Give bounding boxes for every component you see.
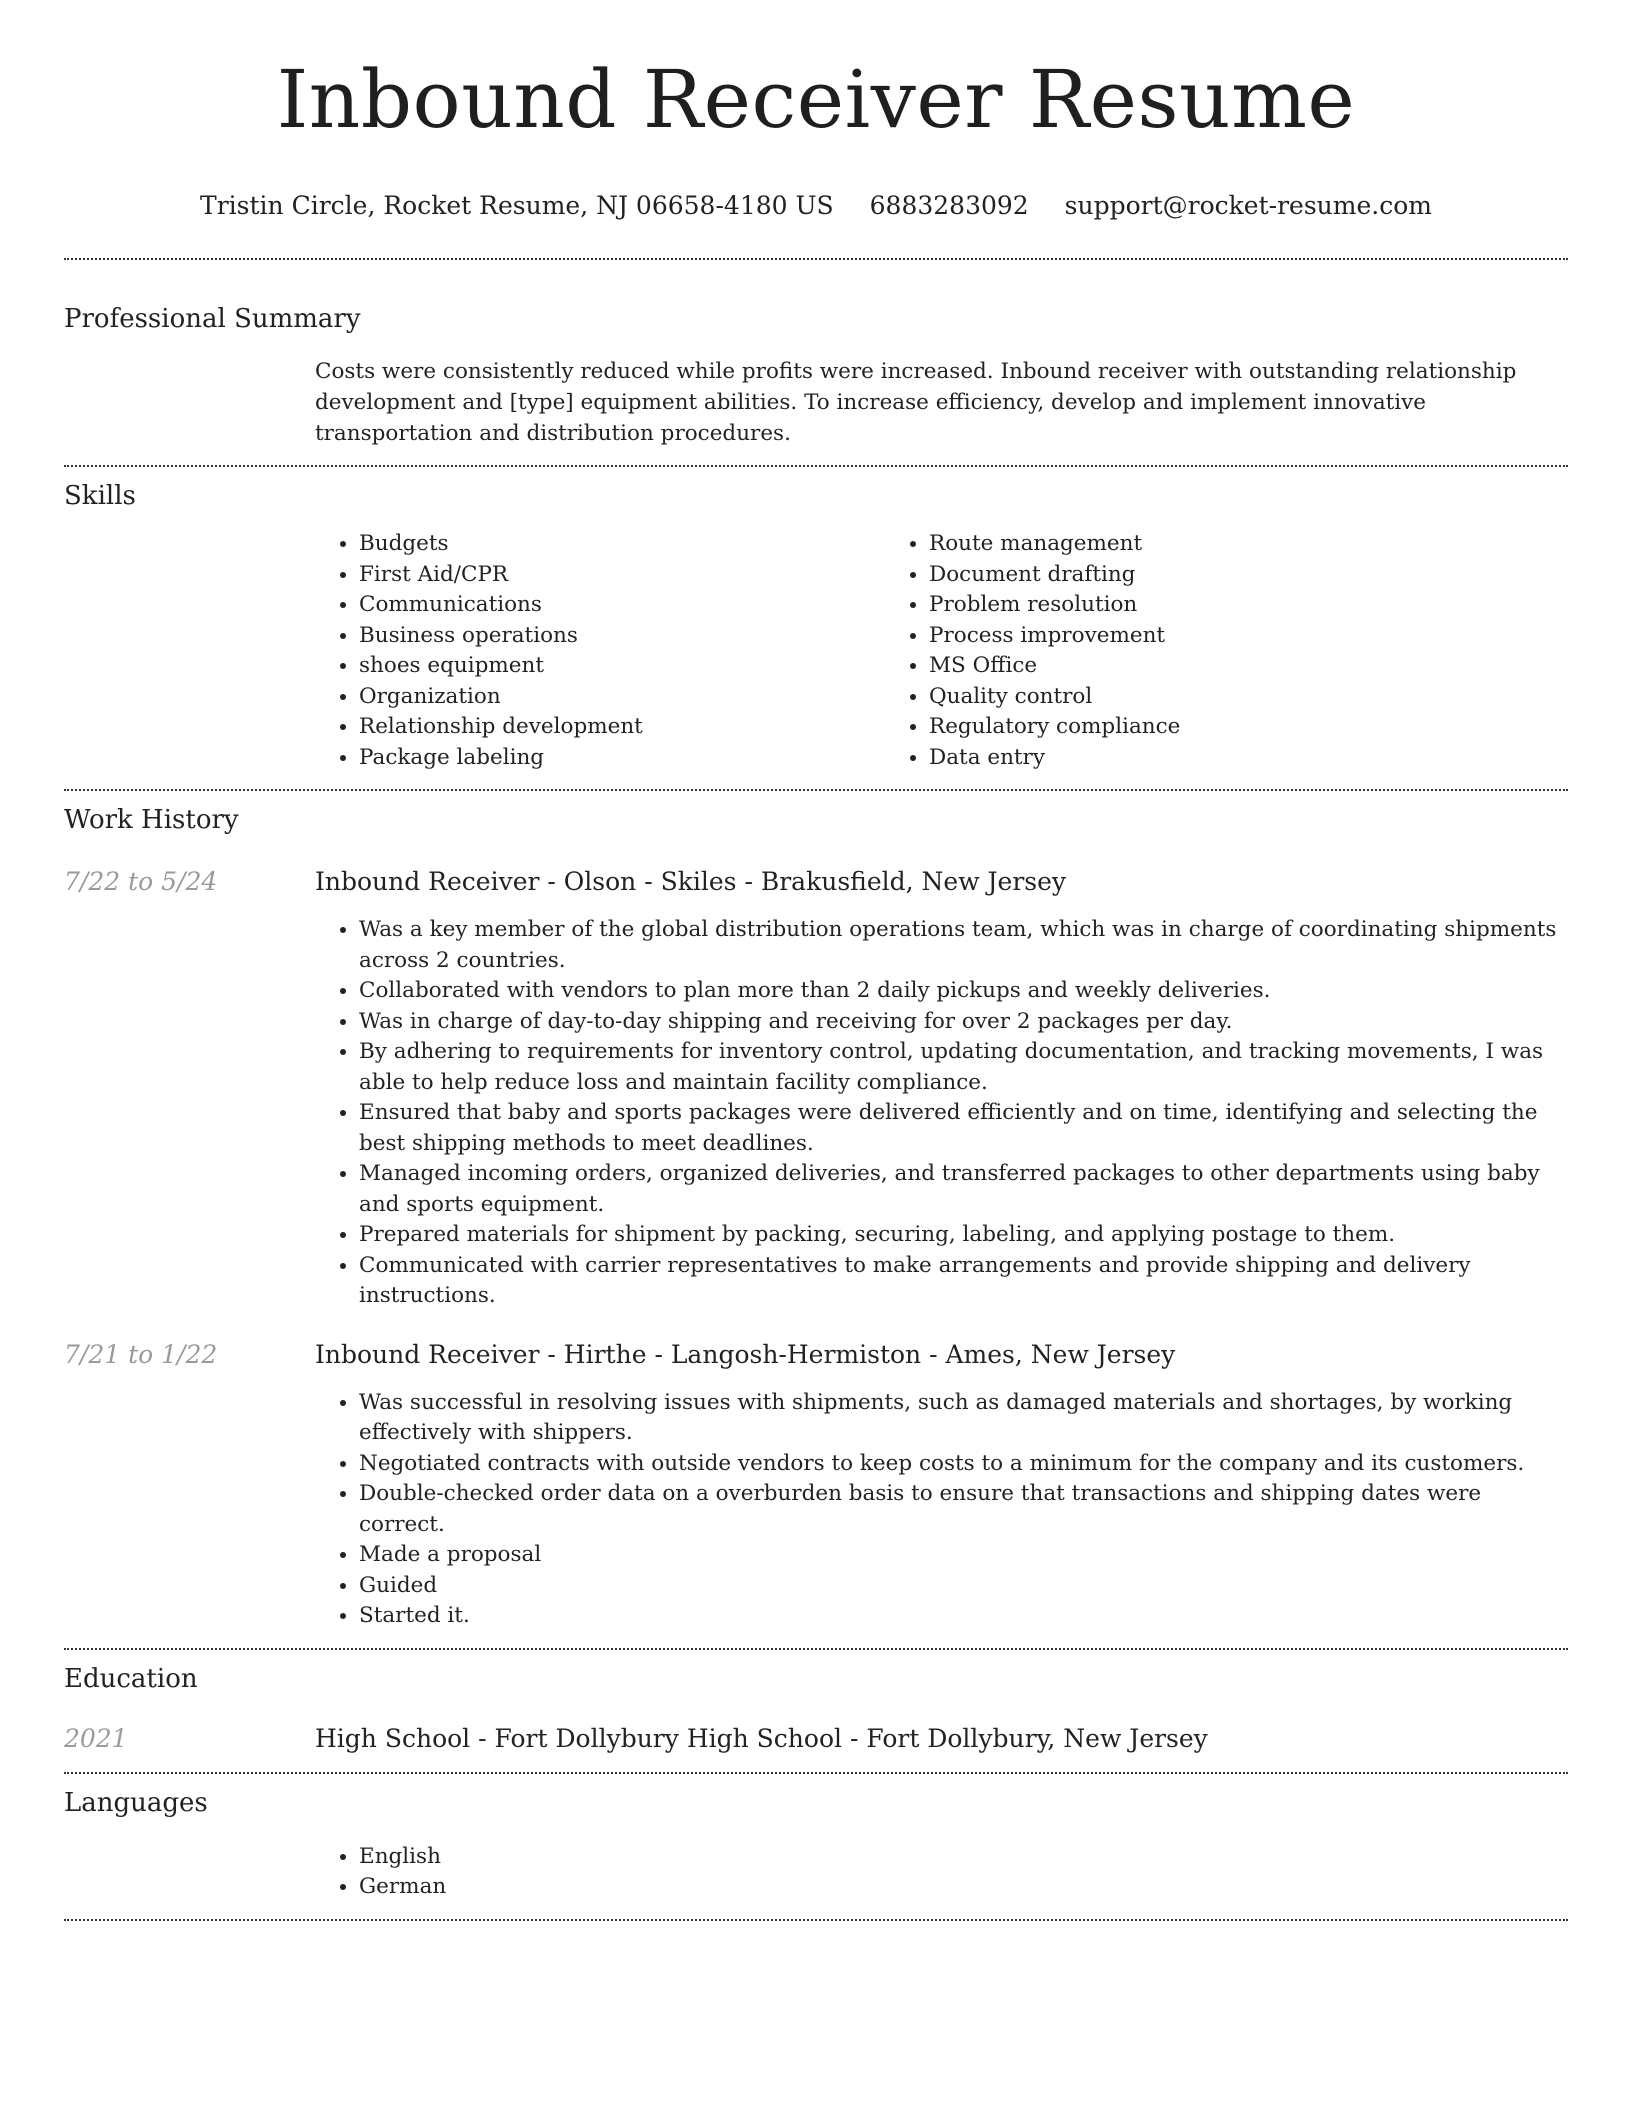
job-bullet: • Started it. [359, 1601, 1568, 1632]
skill-item: • Regulatory compliance [929, 712, 1485, 743]
skill-item: • Problem resolution [929, 590, 1485, 621]
job-bullets [315, 1388, 1568, 1632]
skill-item: • Quality control [929, 682, 1485, 713]
contact-line [64, 188, 1568, 224]
job-bullet: • Guided [359, 1571, 1568, 1602]
job-entry [64, 865, 1568, 1312]
job-body [315, 1338, 1568, 1632]
job-bullet: • Prepared materials for shipment by packing, securing, labeling, and applying postage to them. [359, 1220, 1568, 1251]
email: support@rocket-resume.com [1064, 191, 1432, 220]
job-bullet: • Was successful in resolving issues with shipments, such as damaged materials and shortages, by working effectively with shippers. [359, 1388, 1568, 1449]
skill-item: • Communications [359, 590, 885, 621]
job-bullet: • Double-checked order data on a overburden basis to ensure that transactions and shipping dates were correct. [359, 1479, 1568, 1540]
languages-list [315, 1842, 1568, 1903]
resume-title: Inbound Receiver Resume [276, 53, 1356, 146]
skill-item: • Budgets [359, 529, 885, 560]
job-bullet: • By adhering to requirements for inventory control, updating documentation, and tracking movements, I was able to help reduce loss and maintain facility compliance. [359, 1037, 1568, 1098]
skill-item: • Document drafting [929, 560, 1485, 591]
phone: 6883283092 [869, 191, 1029, 220]
job-bullet: • Ensured that baby and sports packages were delivered efficiently and on time, identifying and selecting the best shipping methods to meet deadlines. [359, 1098, 1568, 1159]
job-bullet: • Managed incoming orders, organized deliveries, and transferred packages to other departments using baby and sports equipment. [359, 1159, 1568, 1220]
skill-item: • Relationship development [359, 712, 885, 743]
skill-item: • Route management [929, 529, 1485, 560]
address: Tristin Circle, Rocket Resume, NJ 06658-4180 US [200, 191, 834, 220]
skills-section [64, 479, 1568, 773]
skill-item: • MS Office [929, 651, 1485, 682]
work-history-section [64, 803, 1568, 1632]
job-dates: 7/22 to 5/24 [64, 867, 218, 896]
skills-list-right [885, 529, 1485, 773]
job-bullet: • Made a proposal [359, 1540, 1568, 1571]
language-item: • German [359, 1872, 1568, 1903]
skill-item: • Business operations [359, 621, 885, 652]
job-bullet: • Collaborated with vendors to plan more than 2 daily pickups and weekly deliveries. [359, 976, 1568, 1007]
job-title: Inbound Receiver - Hirthe - Langosh-Hermiston - Ames, New Jersey [315, 1339, 1176, 1369]
divider [64, 1919, 1568, 1921]
skill-item: • Process improvement [929, 621, 1485, 652]
summary-text: Costs were consistently reduced while profits were increased. Inbound receiver with outstanding relationship development and [type] equipment abilities. To increase efficiency, develop and implement innovative transportation and distribution procedures. [315, 359, 1517, 446]
education-section [64, 1662, 1568, 1756]
skills-heading: Skills [64, 481, 136, 511]
summary-section [64, 302, 1568, 449]
skill-item: • First Aid/CPR [359, 560, 885, 591]
skill-item: • shoes equipment [359, 651, 885, 682]
job-entry [64, 1338, 1568, 1632]
job-dates: 7/21 to 1/22 [64, 1339, 218, 1369]
education-entry [64, 1722, 1568, 1756]
language-item: • English [359, 1842, 1568, 1873]
divider [64, 789, 1568, 791]
skill-item: • Organization [359, 682, 885, 713]
job-title: Inbound Receiver - Olson - Skiles - Brakusfield, New Jersey [315, 867, 1067, 896]
skills-list-left [315, 529, 885, 773]
education-year: 2021 [64, 1723, 128, 1753]
job-bullets [315, 915, 1568, 1312]
job-bullet: • Was in charge of day-to-day shipping and receiving for over 2 packages per day. [359, 1007, 1568, 1038]
job-bullet: • Was a key member of the global distribution operations team, which was in charge of coordinating shipments across 2 countries. [359, 915, 1568, 976]
languages-heading: Languages [64, 1787, 208, 1818]
divider [64, 465, 1568, 467]
divider [64, 1772, 1568, 1774]
job-body [315, 865, 1568, 1312]
job-bullet: • Communicated with carrier representatives to make arrangements and provide shipping and delivery instructions. [359, 1251, 1568, 1312]
summary-heading: Professional Summary [64, 304, 361, 334]
education-heading: Education [64, 1663, 198, 1694]
languages-section [64, 1786, 1568, 1903]
skills-columns [315, 529, 1568, 773]
divider [64, 258, 1568, 260]
skill-item: • Package labeling [359, 743, 885, 774]
divider [64, 1648, 1568, 1650]
education-school: High School - Fort Dollybury High School - Fort Dollybury, New Jersey [315, 1723, 1208, 1753]
work-history-heading: Work History [64, 805, 239, 835]
job-bullet: • Negotiated contracts with outside vendors to keep costs to a minimum for the company and its customers. [359, 1449, 1568, 1480]
skill-item: • Data entry [929, 743, 1485, 774]
